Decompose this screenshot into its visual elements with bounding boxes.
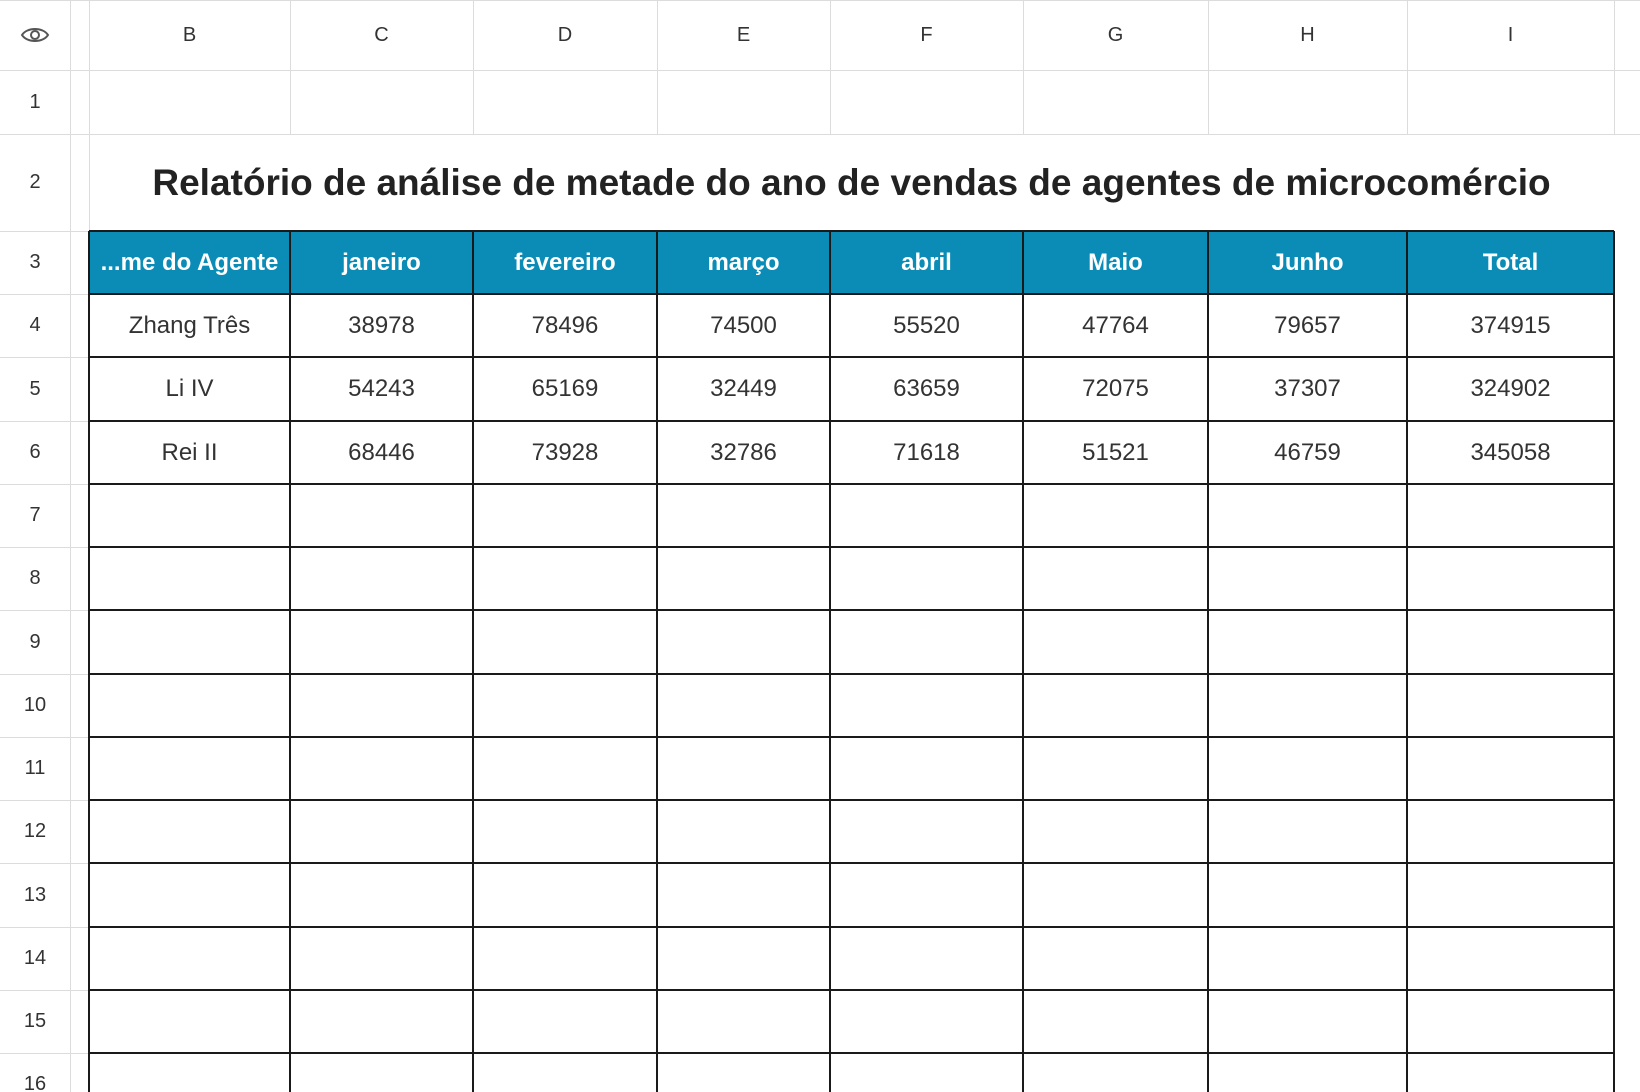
- row-header-3[interactable]: 3: [29, 251, 41, 273]
- column-header-c[interactable]: C: [374, 23, 389, 46]
- sales-value-cell[interactable]: 72075: [1082, 375, 1149, 402]
- row-header-4[interactable]: 4: [29, 314, 41, 336]
- column-header-b[interactable]: B: [182, 23, 197, 46]
- gridline: [89, 799, 1614, 801]
- gridline: [0, 70, 1640, 71]
- gridline: [89, 673, 1614, 675]
- total-cell[interactable]: 345058: [1470, 438, 1551, 466]
- table-header-cell[interactable]: fevereiro: [514, 248, 616, 276]
- table-header-cell[interactable]: abril: [901, 248, 952, 276]
- agent-name-cell[interactable]: Rei II: [161, 438, 218, 466]
- gridline: [89, 609, 1614, 611]
- agent-name-cell[interactable]: Zhang Três: [128, 311, 251, 339]
- total-cell[interactable]: 374915: [1470, 311, 1551, 339]
- sales-value-cell[interactable]: 32449: [710, 375, 777, 402]
- gridline: [89, 546, 1614, 548]
- column-header-g[interactable]: G: [1107, 23, 1124, 46]
- sales-value-cell[interactable]: 63659: [893, 375, 960, 402]
- row-header-13[interactable]: 13: [23, 883, 47, 906]
- row-header-10[interactable]: 10: [23, 694, 47, 716]
- column-header-i[interactable]: I: [1507, 23, 1514, 46]
- agent-name-cell[interactable]: Li IV: [165, 375, 214, 402]
- row-header-1[interactable]: 1: [29, 90, 41, 113]
- row-header-7[interactable]: 7: [29, 504, 41, 526]
- column-header-d[interactable]: D: [557, 23, 573, 46]
- gridline: [70, 0, 71, 1092]
- gridline: [1614, 0, 1615, 134]
- total-cell[interactable]: 324902: [1470, 375, 1551, 402]
- sales-value-cell[interactable]: 38978: [348, 311, 415, 339]
- row-header-8[interactable]: 8: [29, 567, 41, 589]
- sales-value-cell[interactable]: 68446: [348, 438, 415, 466]
- table-header-cell[interactable]: Junho: [1271, 248, 1344, 276]
- sales-value-cell[interactable]: 46759: [1274, 438, 1341, 466]
- row-header-12[interactable]: 12: [23, 820, 47, 842]
- row-header-2[interactable]: 2: [29, 171, 41, 193]
- row-header-9[interactable]: 9: [29, 630, 41, 653]
- sales-value-cell[interactable]: 79657: [1274, 311, 1341, 339]
- row-header-14[interactable]: 14: [23, 947, 47, 969]
- report-title: Relatório de análise de metade do ano de vendas de agentes de microcomércio: [152, 161, 1551, 203]
- table-header-cell[interactable]: março: [707, 248, 780, 276]
- gridline: [89, 862, 1614, 864]
- sales-value-cell[interactable]: 37307: [1274, 375, 1341, 402]
- row-header-6[interactable]: 6: [29, 441, 41, 463]
- row-header-11[interactable]: 11: [24, 757, 46, 779]
- sales-value-cell[interactable]: 47764: [1082, 311, 1149, 339]
- sales-value-cell[interactable]: 74500: [710, 311, 777, 339]
- table-header-cell[interactable]: janeiro: [342, 248, 421, 276]
- gridline: [89, 736, 1614, 738]
- column-header-h[interactable]: H: [1300, 23, 1315, 46]
- column-header-e[interactable]: E: [736, 23, 751, 46]
- table-header-cell[interactable]: Total: [1482, 248, 1539, 276]
- row-header-5[interactable]: 5: [29, 377, 41, 400]
- gridline: [89, 1052, 1614, 1054]
- gridline: [89, 989, 1614, 991]
- gridline: [89, 926, 1614, 928]
- sales-value-cell[interactable]: 32786: [710, 438, 777, 466]
- sales-value-cell[interactable]: 65169: [531, 375, 599, 402]
- row-header-16[interactable]: 16: [23, 1073, 47, 1092]
- sales-value-cell[interactable]: 51521: [1082, 438, 1149, 466]
- table-header-cell[interactable]: Maio: [1088, 248, 1143, 276]
- sales-value-cell[interactable]: 71618: [893, 438, 960, 466]
- table-header-cell[interactable]: ...me do Agente: [100, 248, 279, 276]
- eye-icon[interactable]: [0, 0, 70, 70]
- sales-value-cell[interactable]: 73928: [531, 438, 599, 466]
- sales-value-cell[interactable]: 54243: [348, 375, 415, 402]
- sales-value-cell[interactable]: 55520: [893, 311, 960, 339]
- sales-value-cell[interactable]: 78496: [531, 311, 599, 339]
- column-header-f[interactable]: F: [920, 23, 933, 46]
- row-header-15[interactable]: 15: [23, 1010, 47, 1032]
